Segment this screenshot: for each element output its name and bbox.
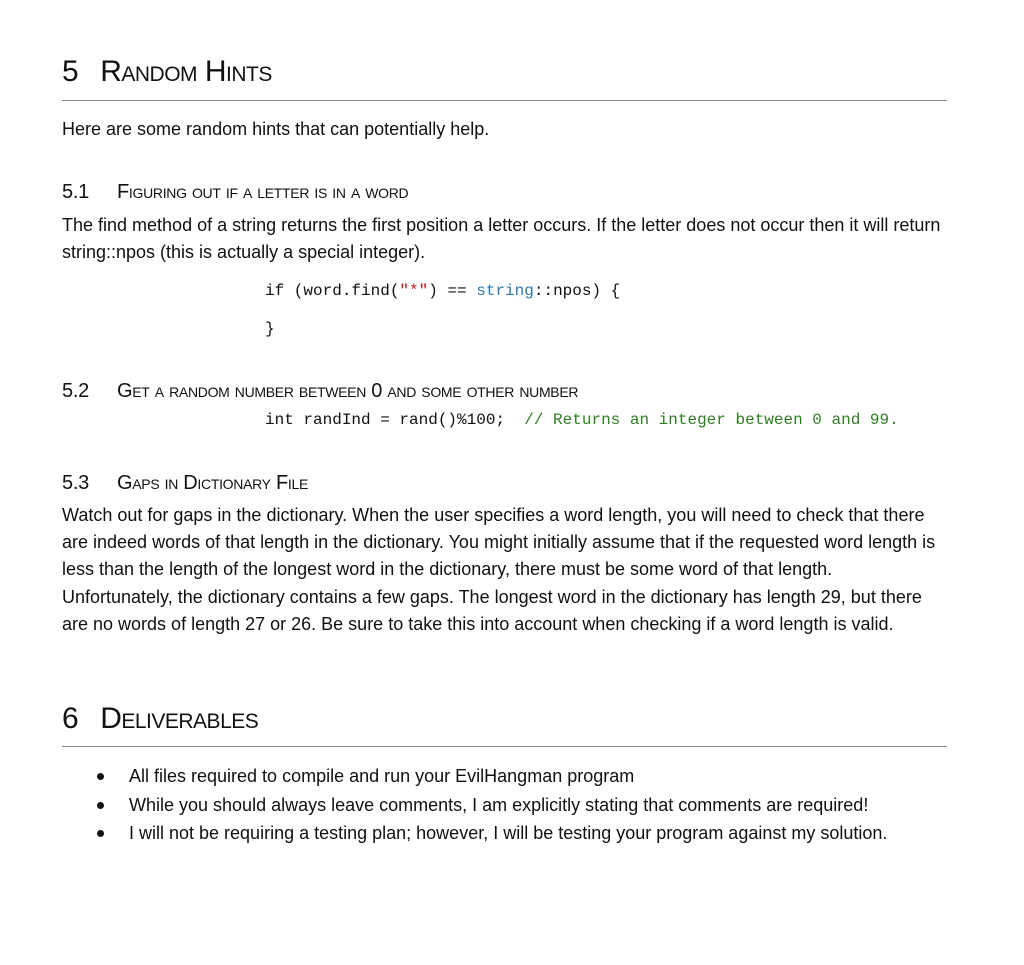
list-item (92, 791, 992, 820)
section-number: 6 (62, 702, 79, 735)
bullet-icon (97, 830, 104, 837)
heading-rule (62, 746, 947, 747)
subsection-title: Get a random number between 0 and some other number (117, 380, 579, 402)
bullet-icon (97, 802, 104, 809)
subsection-5-1-heading (62, 181, 408, 204)
subsection-title: Figuring out if a letter is in a word (117, 181, 409, 203)
subsection-number: 5.2 (62, 380, 89, 402)
code-comment: // Returns an integer between 0 and 99. (524, 411, 899, 429)
code-token: if (word.find( (265, 282, 400, 300)
code-line-find (265, 282, 620, 300)
list-item-text: I will not be requiring a testing plan; however, I will be testing your program against my solution. (129, 823, 888, 843)
subsection-title: Gaps in Dictionary File (117, 472, 308, 494)
code-statement: int randInd = rand()%100; (265, 411, 506, 429)
subsection-number: 5.1 (62, 181, 89, 203)
code-line-rand (265, 411, 899, 429)
subsection-number: 5.3 (62, 472, 89, 494)
section-5-intro: Here are some random hints that can potentially help. (62, 119, 490, 139)
deliverables-list (92, 762, 992, 848)
section-number: 5 (62, 55, 79, 88)
section-5-heading (62, 55, 272, 89)
section-title: Random Hints (100, 55, 272, 88)
section-title: Deliverables (100, 702, 259, 735)
list-item-text: While you should always leave comments, I am explicitly stating that comments are required! (129, 794, 869, 815)
list-item (92, 762, 992, 791)
section-6-heading (62, 702, 258, 736)
list-item (92, 819, 992, 848)
code-string-literal: "*" (399, 282, 429, 300)
code-line-close-brace: } (265, 320, 275, 338)
code-type-keyword: string (476, 282, 534, 300)
heading-rule (62, 100, 947, 101)
list-item-text: All files required to compile and run your EvilHangman program (129, 766, 635, 786)
code-token: ) == (428, 282, 477, 300)
code-token: ::npos) { (533, 282, 621, 300)
subsection-5-2-heading (62, 380, 578, 403)
subsection-5-3-body: Watch out for gaps in the dictionary. When the user specifies a word length, you will need to check that there are indeed words of that length in the dictionary. You might initially assume that if the requested word length is less than the length of the longest word in the dictionary, there must be some word of that length. Unfortunately, the dictionary contains a few gaps. The longest word in the dictionary has length 29, but there are no words of length 27 or 26. Be sure to take this into account when checking if a word length is valid. (62, 505, 936, 634)
subsection-5-1-body: The find method of a string returns the first position a letter occurs. If the letter does not occur then it will return string::npos (this is actually a special integer). (62, 215, 941, 263)
subsection-5-3-heading (62, 472, 308, 495)
bullet-icon (97, 773, 104, 780)
